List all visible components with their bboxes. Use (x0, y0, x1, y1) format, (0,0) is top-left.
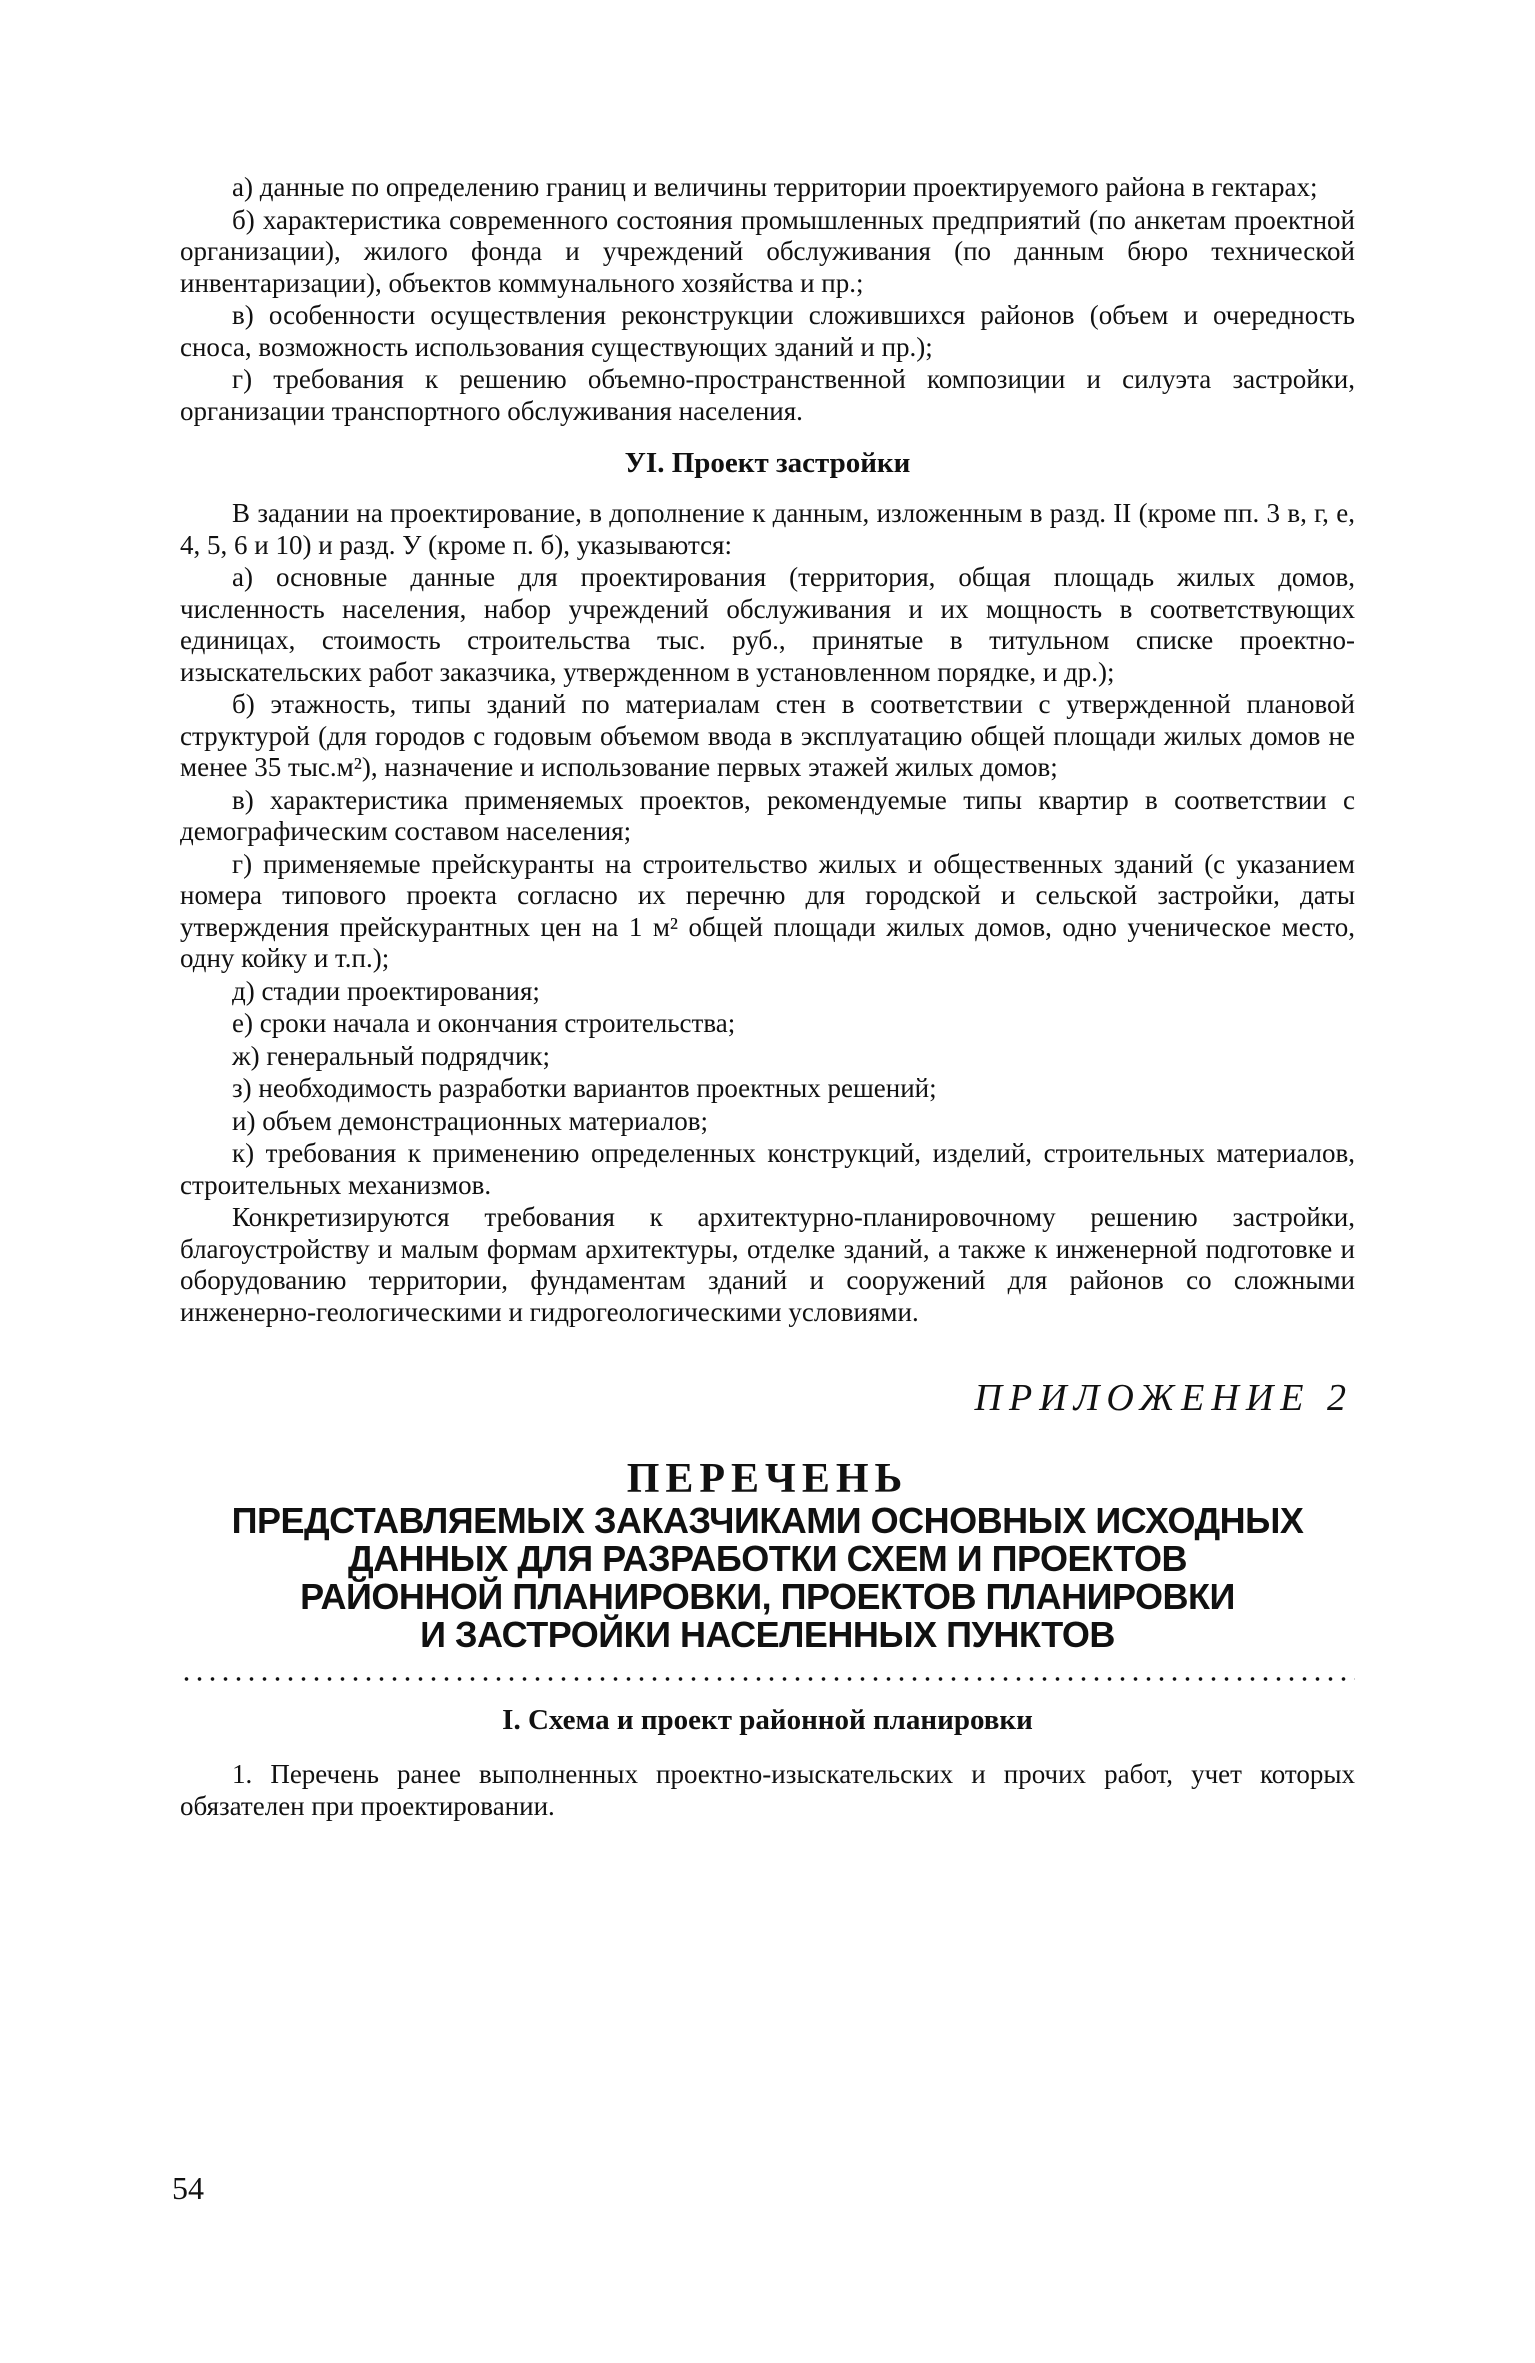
appendix-title-line-5: И ЗАСТРОЙКИ НАСЕЛЕННЫХ ПУНКТОВ (420, 1614, 1115, 1655)
paragraph-item-b: б) характеристика современного состояния промышленных предприятий (по анкетам проектной организации), жилого фонда и учреждений обслуживания (по данным бюро технической инвентаризации), объектов коммунального хозяйства и пр.; (180, 204, 1355, 298)
section-vi-closing: Конкретизируются требования к архитектурно-планировочному решению застройки, благоустройству и малым формам архитектуры, отделке зданий, а также к инженерной подготовке и оборудованию территории, фундаментам зданий и сооружений для районов со сложными инженерно-геологическими и гидрогеологическими условиями. (180, 1202, 1355, 1327)
vi-item-g: г) применяемые прейскуранты на строительство жилых и общественных зданий (с указанием номера типового проекта согласно их перечню для городской и сельской застройки, даты утверждения прейскурантных цен на 1 м² общей площади жилых домов, одно ученическое место, одну койку и т.п.); (180, 848, 1355, 973)
vi-item-i: и) объем демонстрационных материалов; (232, 1105, 708, 1136)
paragraph-item-a: а) данные по определению границ и величины территории проектируемого района в гектарах; (232, 172, 1318, 202)
appendix-title-main: ПЕРЕЧЕНЬ (626, 1456, 909, 1502)
appendix-title-line-2: ПРЕДСТАВЛЯЕМЫХ ЗАКАЗЧИКАМИ ОСНОВНЫХ ИСХОДНЫХ (231, 1500, 1304, 1541)
vi-item-k: к) требования к применению определенных конструкций, изделий, строительных материалов, строительных механизмов. (180, 1138, 1355, 1200)
appendix-label: ПРИЛОЖЕНИЕ 2 (974, 1377, 1353, 1419)
appendix-title-line-4: РАЙОННОЙ ПЛАНИРОВКИ, ПРОЕКТОВ ПЛАНИРОВКИ (300, 1576, 1235, 1617)
appendix-title-line-3: ДАННЫХ ДЛЯ РАЗРАБОТКИ СХЕМ И ПРОЕКТОВ (347, 1538, 1188, 1579)
vi-item-zh: ж) генеральный подрядчик; (232, 1040, 551, 1071)
appendix-subsection-title: I. Схема и проект районной планировки (502, 1704, 1033, 1736)
page-number: 54 (172, 2170, 204, 2206)
section-vi-heading (180, 447, 1355, 480)
dotted-divider (180, 1676, 1355, 1682)
vi-item-z: з) необходимость разработки вариантов проектных решений; (232, 1073, 937, 1103)
section-vi-intro: В задании на проектирование, в дополнение к данным, изложенным в разд. II (кроме пп. 3 в, г, е, 4, 5, 6 и 10) и разд. У (кроме п. б), указываются: (180, 498, 1355, 560)
vi-item-a: а) основные данные для проектирования (территория, общая площадь жилых домов, численность населения, набор учреждений обслуживания и их мощность в соответствующих единицах, стоимость строительства тыс. руб., принятые в титульном списке проектно-изыскательских работ заказчика, утвержденном в установленном порядке, и др.); (180, 562, 1355, 687)
vi-item-e: е) сроки начала и окончания строительства; (232, 1008, 736, 1038)
paragraph-item-g: г) требования к решению объемно-пространственной композиции и силуэта застройки, организации транспортного обслуживания населения. (180, 364, 1355, 426)
section-vi-title: Проект застройки (671, 447, 911, 479)
paragraph-item-v: в) особенности осуществления реконструкции сложившихся районов (объем и очередность сноса, возможность использования существующих зданий и пр.); (180, 300, 1355, 362)
page-content (180, 172, 1355, 1822)
vi-item-d: д) стадии проектирования; (232, 975, 540, 1006)
vi-item-b: б) этажность, типы зданий по материалам стен в соответствии с утвержденной плановой структурой (для городов с годовым объемом ввода в эксплуатацию общей площади жилых домов не менее 35 тыс.м²), назначение и использование первых этажей жилых домов; (180, 689, 1355, 782)
appendix-item-1: 1. Перечень ранее выполненных проектно-изыскательских и прочих работ, учет которых обязателен при проектировании. (180, 1759, 1355, 1821)
section-vi-number: УI. (624, 447, 665, 479)
vi-item-v: в) характеристика применяемых проектов, рекомендуемые типы квартир в соответствии с демографическим составом населения; (180, 784, 1355, 846)
